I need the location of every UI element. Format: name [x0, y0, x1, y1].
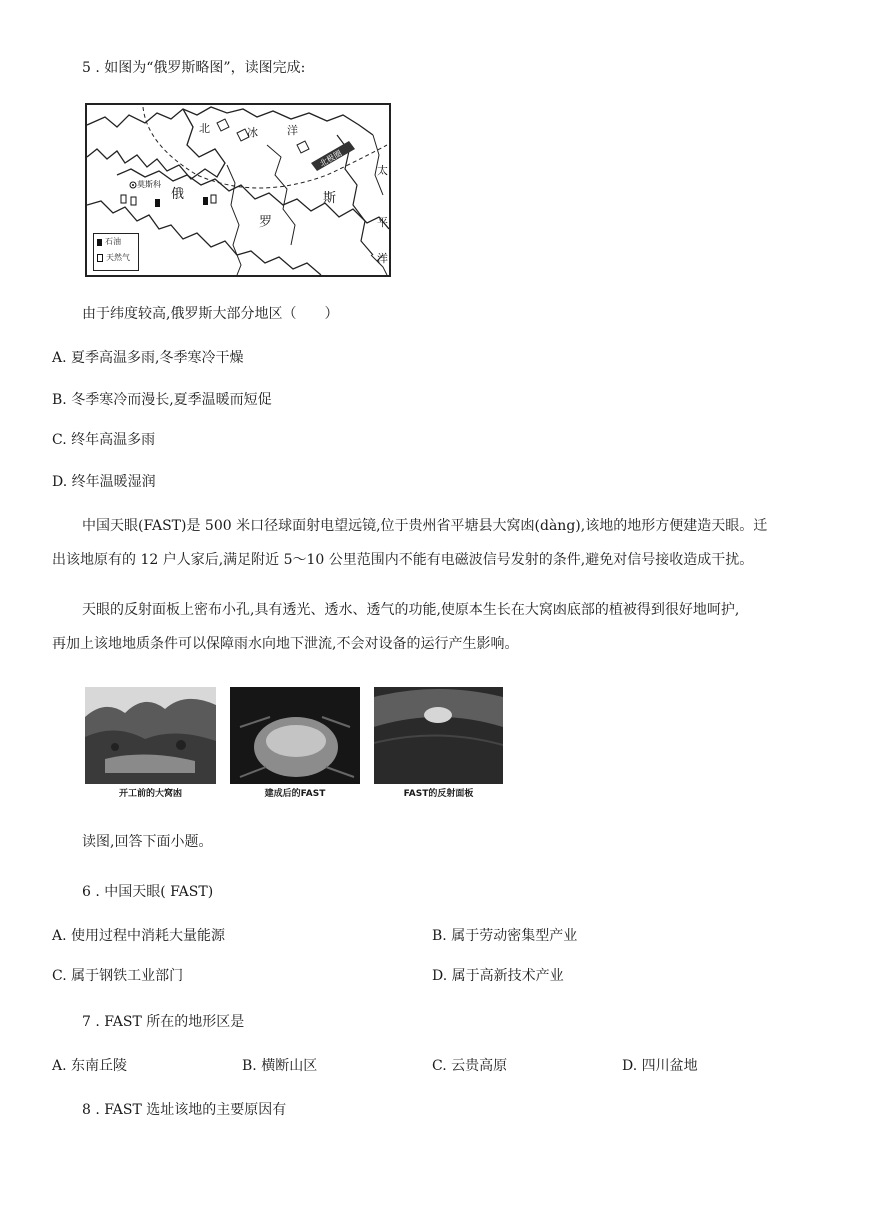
- q6-stem: 6 . 中国天眼( FAST): [82, 884, 214, 900]
- photo-reflector-panel-image: [374, 687, 503, 784]
- q5-option-d[interactable]: D. 终年温暖湿润: [52, 474, 156, 490]
- q6-option-c[interactable]: C. 属于钢铁工业部门: [52, 968, 184, 984]
- q8-stem: 8 . FAST 选址该地的主要原因有: [82, 1102, 287, 1118]
- legend-oil-label: 石油: [105, 237, 121, 246]
- q7-option-d[interactable]: D. 四川盆地: [622, 1058, 698, 1074]
- q5-question: 由于纬度较高,俄罗斯大部分地区（ ）: [82, 306, 339, 322]
- q5-option-c[interactable]: C. 终年高温多雨: [52, 432, 156, 448]
- map-label-pacific-2: 平: [377, 216, 388, 229]
- russia-map: [85, 103, 391, 277]
- legend-oil: [97, 234, 138, 250]
- passage-p2-line2: 再加上该地地质条件可以保障雨水向地下泄流,不会对设备的运行产生影响。: [52, 636, 519, 652]
- photo-after-construction-image: [230, 687, 360, 784]
- map-legend: [93, 233, 139, 271]
- gas-icon: [97, 254, 103, 262]
- map-label-russia-1: 俄: [171, 187, 185, 202]
- map-label-moscow: 莫斯科: [137, 180, 161, 189]
- q7-option-a[interactable]: A. 东南丘陵: [52, 1058, 128, 1074]
- photo-reflector-panel: [374, 687, 503, 784]
- q5-option-a[interactable]: A. 夏季高温多雨,冬季寒冷干燥: [52, 350, 244, 366]
- q7-stem: 7 . FAST 所在的地形区是: [82, 1014, 245, 1030]
- photo-before-construction-image: [85, 687, 216, 784]
- map-label-russia-3: 斯: [323, 191, 337, 206]
- caption-photo-before: 开工前的大窝凼: [118, 789, 182, 799]
- q7-option-c[interactable]: C. 云贵高原: [432, 1058, 508, 1074]
- map-label-pacific-3: 洋: [377, 252, 388, 265]
- q5-option-b[interactable]: B. 冬季寒冷而漫长,夏季温暖而短促: [52, 392, 272, 408]
- passage-p1-line2: 出该地原有的 12 户人家后,满足附近 5～10 公里范围内不能有电磁波信号发射的条件,避免对信号接收造成干扰。: [52, 552, 754, 568]
- passage-instruction: 读图,回答下面小题。: [82, 834, 213, 850]
- q6-option-a[interactable]: A. 使用过程中消耗大量能源: [52, 928, 226, 944]
- map-label-russia-2: 罗: [259, 215, 273, 230]
- map-label-pacific-1: 太: [377, 164, 388, 177]
- passage-p2-line1: 天眼的反射面板上密布小孔,具有透光、透水、透气的功能,使原本生长在大窝凼底部的植被得到很好地呵护,: [82, 602, 740, 618]
- photo-before-construction: [85, 687, 216, 784]
- legend-gas: [97, 250, 138, 266]
- q6-option-b[interactable]: B. 属于劳动密集型产业: [432, 928, 578, 944]
- oil-icon: [97, 239, 102, 246]
- legend-gas-label: 天然气: [106, 253, 130, 262]
- map-label-north: 北: [199, 122, 210, 135]
- passage-p1-line1: 中国天眼(FAST)是 500 米口径球面射电望远镜,位于贵州省平塘县大窝凼(dàng),该地的地形方便建造天眼。迁: [82, 518, 768, 534]
- q6-option-d[interactable]: D. 属于高新技术产业: [432, 968, 564, 984]
- caption-photo-after: 建成后的FAST: [264, 789, 326, 799]
- map-label-arctic-circle: 北极圈: [318, 148, 344, 169]
- map-label-ice: 冰: [247, 126, 258, 139]
- q5-stem: 5 . 如图为“俄罗斯略图”，读图完成:: [82, 60, 306, 76]
- q7-option-b[interactable]: B. 横断山区: [242, 1058, 318, 1074]
- map-label-ocean: 洋: [287, 124, 298, 137]
- caption-photo-panel: FAST的反射面板: [403, 789, 474, 799]
- photo-after-construction: [230, 687, 360, 784]
